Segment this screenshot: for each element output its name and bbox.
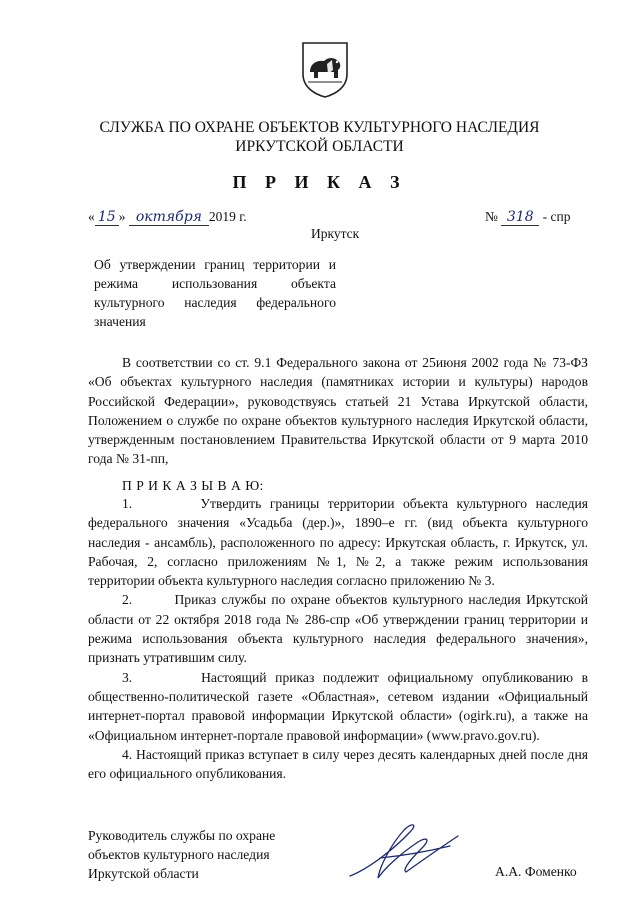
signatory-position-line-2: объектов культурного наследия	[88, 847, 270, 862]
item-number: 4.	[122, 746, 133, 762]
coat-of-arms-emblem	[300, 40, 350, 98]
date-day: 15	[95, 209, 119, 226]
agency-name-line-2: ИРКУТСКОЙ ОБЛАСТИ	[235, 138, 404, 155]
date-open-quote: «	[88, 209, 95, 224]
order-items	[88, 494, 588, 783]
date-year: 2019 г.	[208, 209, 247, 224]
city-label: Иркутск	[311, 226, 360, 241]
item-number: 2.	[122, 592, 133, 608]
item-text: Настоящий приказ подлежит официальному опубликованию в общественно-политической газете «Областная», сетевом издании «Официальный интернет-портал правовой информации Иркутской области» (ogirk.ru), а также на «Официальном интернет-портале правовой информации» (www.pravo.gov.ru).	[88, 669, 589, 743]
preamble	[88, 353, 588, 469]
signatory-position-line-3: Иркутской области	[88, 866, 199, 881]
number-prefix: №	[485, 209, 498, 224]
signatory-position	[88, 826, 275, 883]
order-item-2	[88, 590, 588, 667]
item-text: Настоящий приказ вступает в силу через десять календарных дней после дня его официального опубликования.	[88, 746, 588, 782]
date-month: октября	[129, 209, 209, 226]
item-text: Утвердить границы территории объекта культурного наследия федерального значения «Усадьба (дер.)», 1890–е гг. (вид объекта культурного наследия - ансамбль), расположенного по адресу: Иркутская область, г. Иркутск, ул. Рабочая, 2, согласно приложениям №1, №2, а также режим использования территории объекта культурного наследия согласно приложению № 3.	[88, 496, 589, 589]
document-type-title: П Р И К А З	[232, 172, 407, 192]
handwritten-signature	[340, 818, 470, 888]
signatory-name: А.А. Фоменко	[495, 864, 577, 879]
order-item-3	[88, 668, 588, 745]
order-number-line	[485, 209, 570, 226]
order-word: П Р И К А З Ы В А Ю:	[122, 478, 264, 493]
number-suffix: - спр	[542, 209, 571, 224]
order-number: 318	[501, 209, 539, 226]
agency-name-line-1: СЛУЖБА ПО ОХРАНЕ ОБЪЕКТОВ КУЛЬТУРНОГО НАСЛЕДИЯ	[99, 119, 540, 136]
preamble-text: В соответствии со ст. 9.1 Федерального закона от 25июня 2002 года № 73-ФЗ «Об объектах культурного наследия (памятниках истории и культуры) народов Российской Федерации», руководствуясь статьей 21 Устава Иркутской области, Положением о службе по охране объектов культурного наследия Иркутской области, утвержденным постановлением Правительства Иркутской области от 9 марта 2010 года № 31-пп,	[88, 355, 588, 467]
order-item-4	[88, 745, 588, 784]
item-number: 3.	[122, 669, 133, 685]
document-subject: Об утверждении границ территории и режима использования объекта культурного наследия федерального значения	[94, 257, 336, 329]
date-line	[88, 209, 247, 226]
item-number: 1.	[122, 496, 133, 511]
signatory-position-line-1: Руководитель службы по охране	[88, 828, 276, 843]
order-item-1	[88, 494, 588, 590]
item-text: Приказ службы по охране объектов культурного наследия Иркутской области от 22 октября 2018 года № 286-спр «Об утверждении границ территории и режима использования объекта культурного наследия федерального значения», признать утратившим силу.	[88, 592, 589, 666]
date-close-quote: »	[118, 209, 126, 224]
